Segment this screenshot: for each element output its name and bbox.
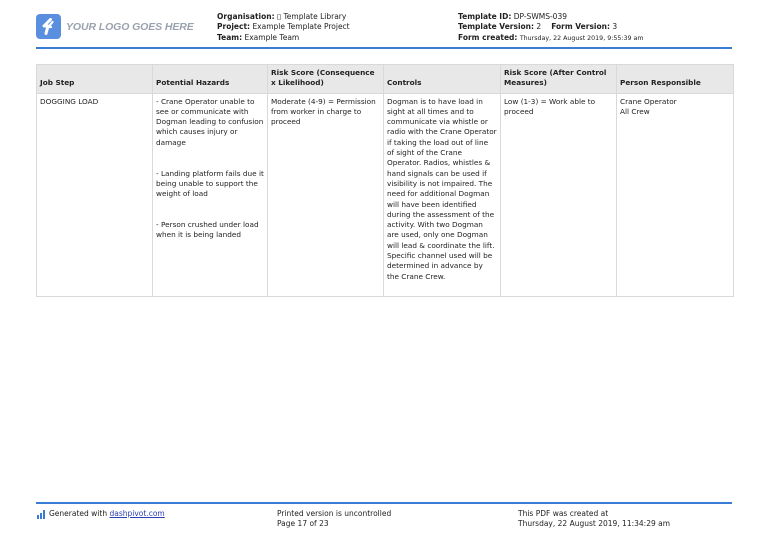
company-logo xyxy=(36,14,194,39)
project-line: Project: Example Template Project xyxy=(217,22,350,32)
printed-notice: Printed version is uncontrolled xyxy=(277,509,392,518)
hazard-table xyxy=(36,64,734,297)
page-number: Page 17 of 23 xyxy=(277,519,329,529)
cell-job-step: DOGGING LOAD xyxy=(37,93,153,296)
hazard-item: - Landing platform fails due it being unable to support the weight of load xyxy=(156,168,264,199)
col-header-job-step: Job Step xyxy=(37,65,153,94)
col-header-risk-score: Risk Score (Consequence x Likelihood) xyxy=(268,65,384,94)
cell-risk-score-after: Low (1-3) = Work able to proceed xyxy=(501,93,617,296)
footer-generated xyxy=(37,509,165,519)
logo-text: YOUR LOGO GOES HERE xyxy=(66,20,194,33)
dashpivot-bars-icon xyxy=(37,510,45,519)
col-header-person-responsible: Person Responsible xyxy=(617,65,734,94)
pdf-created-label: This PDF was created at xyxy=(518,509,609,518)
template-id-value: DP-SWMS-039 xyxy=(513,12,567,21)
header-divider xyxy=(36,47,732,49)
cell-controls: Dogman is to have load in sight at all times and to communicate via whistle or radio with the Crane Operator if taking the load out of line of sight of the Crane Operator. Radios, whistles & hand signals can be used if visibility is not impaired. The need for additional Dogman will have been identified during the assessment of the activity. With two Dogman are used, only one Dogman will lead & coordinate the lift. Specific channel used will be determined in advance by the Crane Crew. xyxy=(384,93,501,296)
project-value: Example Template Project xyxy=(252,22,350,32)
team-value: Example Team xyxy=(244,32,300,42)
pdf-created-value: Thursday, 22 August 2019, 11:34:29 am xyxy=(518,519,671,529)
team-line: Team: Example Team xyxy=(217,32,300,42)
project-meta xyxy=(217,12,350,43)
col-header-potential-hazards: Potential Hazards xyxy=(153,65,268,94)
template-version-value: 2 xyxy=(536,22,542,32)
logo-mark-icon xyxy=(36,14,61,39)
hazard-item: - Crane Operator unable to see or communicate with Dogman leading to confusion which causes injury or damage xyxy=(156,96,264,147)
person-item: Crane Operator xyxy=(620,96,677,106)
generated-prefix: Generated with xyxy=(49,509,108,518)
col-header-controls: Controls xyxy=(384,65,501,94)
form-version-value: 3 xyxy=(612,22,618,32)
cell-potential-hazards xyxy=(153,93,268,296)
table-header-row xyxy=(37,65,734,94)
footer-pdf-created xyxy=(518,509,670,530)
hazard-item: - Person crushed under load when it is being landed xyxy=(156,220,259,240)
template-meta xyxy=(458,12,643,44)
footer-print-info xyxy=(277,509,391,530)
footer-divider xyxy=(36,502,732,504)
dashpivot-link[interactable]: dashpivot.com xyxy=(109,509,165,518)
template-id-line: Template ID: DP-SWMS-039 xyxy=(458,12,567,21)
form-created-line: Form created: Thursday, 22 August 2019, 9:55:39 am xyxy=(458,32,644,42)
person-item: All Crew xyxy=(620,106,650,116)
organisation-value: ▯ Template Library xyxy=(276,12,347,21)
organisation-line: Organisation: ▯ Template Library xyxy=(217,12,347,21)
table-row xyxy=(37,93,734,296)
page-header xyxy=(36,0,732,49)
cell-person-responsible xyxy=(617,93,734,296)
version-line: Template Version: 2 Form Version: 3 xyxy=(458,22,618,32)
form-created-value: Thursday, 22 August 2019, 9:55:39 am xyxy=(519,34,644,42)
col-header-risk-score-after: Risk Score (After Control Measures) xyxy=(501,65,617,94)
cell-risk-score: Moderate (4-9) = Permission from worker in charge to proceed xyxy=(268,93,384,296)
